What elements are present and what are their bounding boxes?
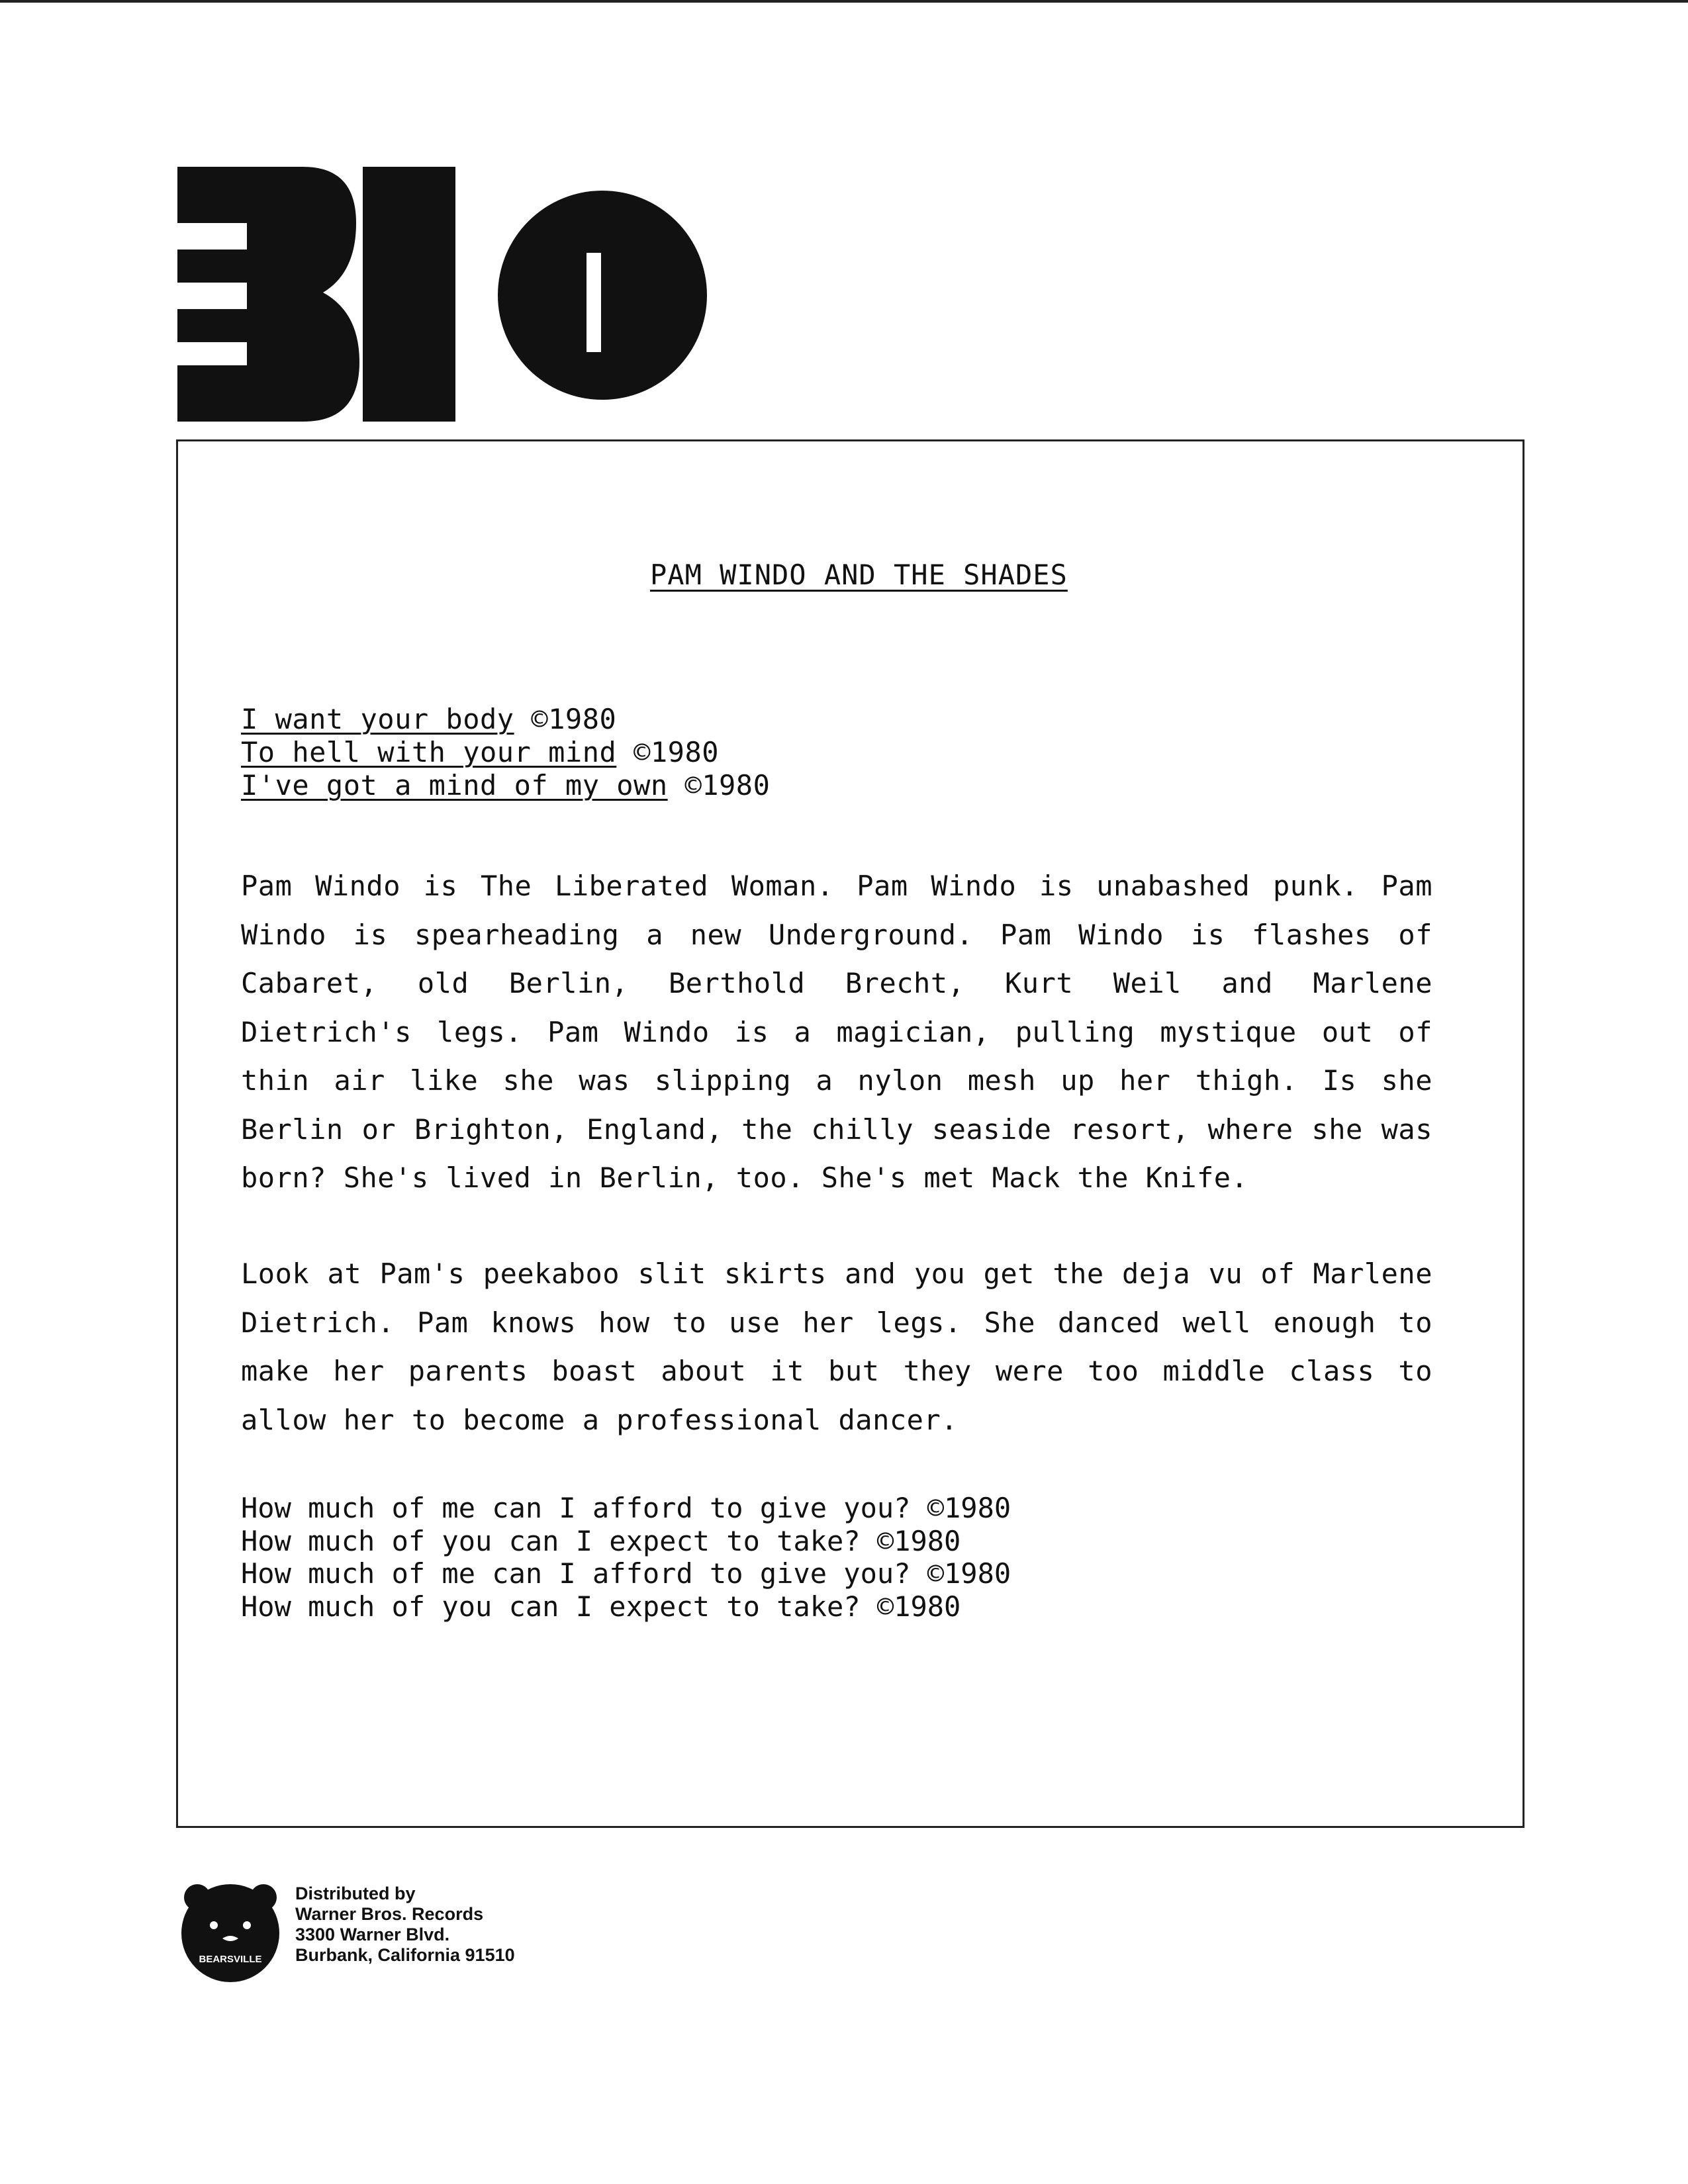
copyright-mark: ©1980: [616, 736, 720, 768]
lyric-title: I've got a mind of my own: [241, 769, 668, 801]
copyright-mark: ©1980: [667, 769, 771, 801]
bio-logo: [177, 167, 707, 422]
lyric-title: To hell with your mind: [241, 736, 617, 768]
lyric-line: [241, 769, 770, 801]
page-title: PAM WINDO AND THE SHADES: [650, 559, 1068, 591]
lyric-line: [241, 703, 616, 735]
copyright-mark: ©1980: [514, 703, 617, 735]
bearsville-logo: [177, 1878, 283, 1983]
bio-paragraph-1: Pam Windo is The Liberated Woman. Pam Windo is unabashed punk. Pam Windo is spearheading a new Underground. Pam Windo is flashes of Cabaret, old Berlin, Berthold Brecht, Kurt Weil and Marlene Dietrich's legs. Pam Windo is a magician, pulling mystique out of thin air like she was slipping a nylon mesh up her thigh. Is she Berlin or Brighton, England, the chilly seaside resort, where she was born? She's lived in Berlin, too. She's met Mack the Knife.: [241, 870, 1432, 1194]
distributor-street: 3300 Warner Blvd.: [295, 1925, 450, 1944]
distribution-info: [295, 1884, 515, 1966]
lyric-title: I want your body: [241, 703, 514, 735]
bio-paragraph-2: Look at Pam's peekaboo slit skirts and you get the deja vu of Marlene Dietrich. Pam knows how to use her legs. She danced well enough to make her parents boast about it but they were too middle class to allow her to become a professional dancer.: [241, 1257, 1432, 1436]
lyric-line: How much of you can I expect to take? ©1980: [241, 1590, 961, 1623]
lyric-line: [241, 736, 719, 768]
lyric-line: How much of me can I afford to give you? ©1980: [241, 1557, 1011, 1590]
lyric-line: How much of me can I afford to give you? ©1980: [241, 1492, 1011, 1524]
bearsville-logo-text: BEARSVILLE: [199, 1954, 262, 1965]
distributor-name: Warner Bros. Records: [295, 1904, 484, 1924]
distributed-by-label: Distributed by: [295, 1884, 416, 1903]
lyric-line: How much of you can I expect to take? ©1980: [241, 1524, 961, 1557]
bio-logo-i: [363, 167, 455, 422]
lyric-block: [241, 1492, 1011, 1623]
top-edge-rule: [0, 0, 1688, 3]
distributor-city: Burbank, California 91510: [295, 1945, 515, 1965]
